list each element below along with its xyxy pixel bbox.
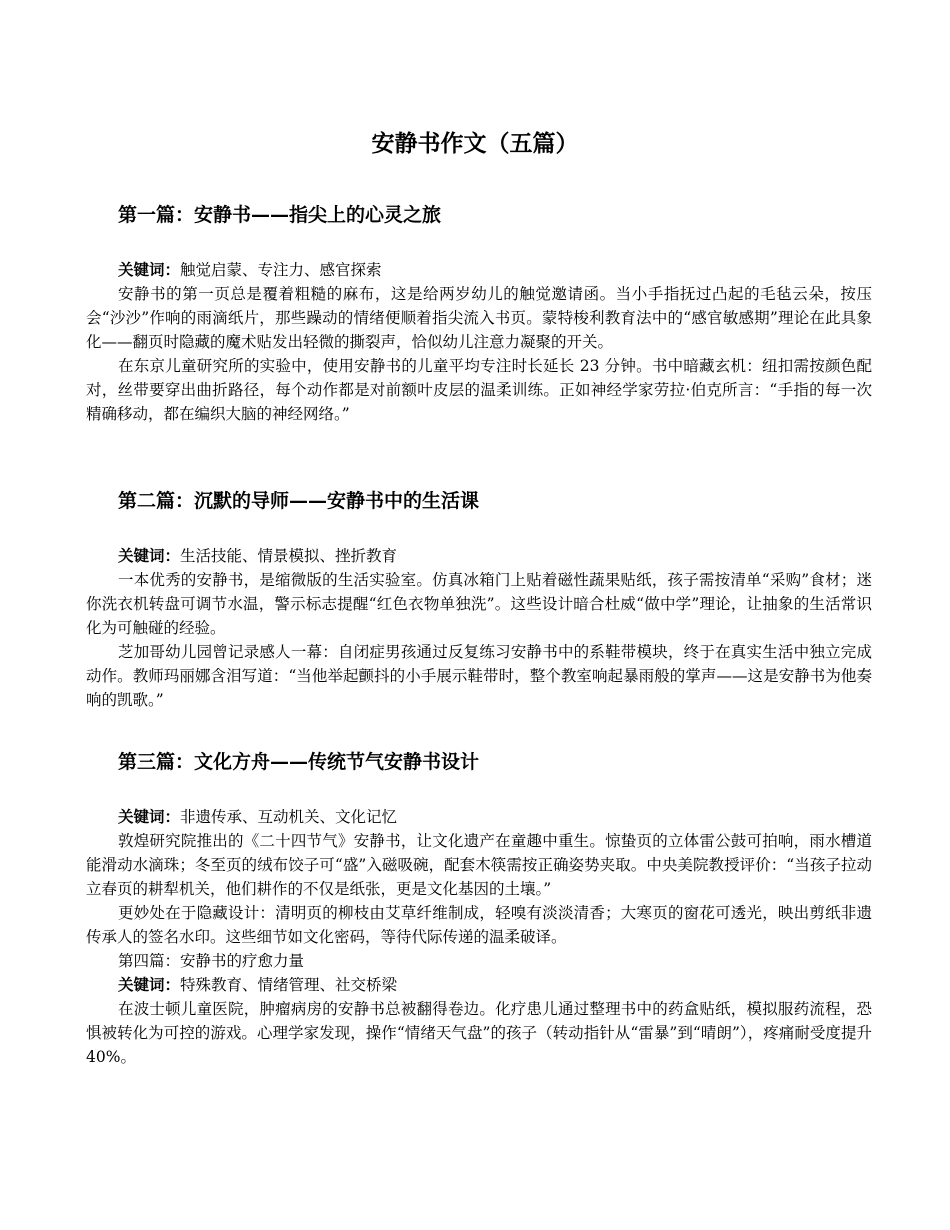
paragraph: 在波士顿儿童医院，肿瘤病房的安静书总被翻得卷边。化疗患儿通过整理书中的药盒贴纸，模拟服药流程，恐惧被转化为可控的游戏。心理学家发现，操作“情绪天气盘”的孩子（转动指针从“雷暴”到“晴朗”），疼痛耐受度提升 40%。	[86, 1000, 872, 1066]
section-heading: 第三篇：文化方舟——传统节气安静书设计	[118, 751, 480, 773]
document-title: 安静书作文（五篇）	[371, 130, 579, 157]
keywords-line	[86, 805, 872, 829]
section-2	[86, 486, 872, 712]
keywords-line	[86, 258, 872, 282]
keywords-label: 关键词：	[118, 807, 181, 826]
keywords-label: 关键词：	[118, 546, 181, 565]
section-heading: 第二篇：沉默的导师——安静书中的生活课	[118, 490, 480, 512]
keywords-label: 关键词：	[118, 975, 181, 994]
paragraph: 一本优秀的安静书，是缩微版的生活实验室。仿真冰箱门上贴着磁性蔬果贴纸，孩子需按清单“采购”食材；迷你洗衣机转盘可调节水温，警示标志提醒“红色衣物单独洗”。这些设计暗合杜威“做中学”理论，让抽象的生活常识化为可触碰的经验。	[86, 571, 872, 637]
section-1	[86, 200, 872, 426]
keywords-text: 触觉启蒙、专注力、感官探索	[180, 261, 382, 279]
keywords-text: 特殊教育、情绪管理、社交桥梁	[180, 976, 398, 994]
section-heading: 第一篇：安静书——指尖上的心灵之旅	[118, 204, 442, 226]
keywords-label: 关键词：	[118, 260, 181, 279]
keywords-line	[86, 544, 872, 568]
keywords-line	[86, 973, 872, 997]
section-heading-inline: 第四篇：安静书的疗愈力量	[118, 952, 305, 970]
paragraph: 更妙处在于隐藏设计：清明页的柳枝由艾草纤维制成，轻嗅有淡淡清香；大寒页的窗花可透光，映出剪纸非遗传承人的签名水印。这些细节如文化密码，等待代际传递的温柔破译。	[86, 904, 872, 946]
paragraph: 安静书的第一页总是覆着粗糙的麻布，这是给两岁幼儿的触觉邀请函。当小手指抚过凸起的毛毡云朵，按压会“沙沙”作响的雨滴纸片，那些躁动的情绪便顺着指尖流入书页。蒙特梭利教育法中的“感官敏感期”理论在此具象化——翻页时隐藏的魔术贴发出轻微的撕裂声，恰似幼儿注意力凝聚的开关。	[86, 285, 872, 351]
keywords-text: 非遗传承、互动机关、文化记忆	[180, 808, 398, 826]
paragraph: 敦煌研究院推出的《二十四节气》安静书，让文化遗产在童趣中重生。惊蛰页的立体雷公鼓可拍响，雨水槽道能滑动水滴珠；冬至页的绒布饺子可“盛”入磁吸碗，配套木筷需按正确姿势夹取。中央美院教授评价：“当孩子拉动立春页的耕犁机关，他们耕作的不仅是纸张，更是文化基因的土壤。”	[86, 832, 872, 898]
section-3	[86, 747, 872, 1069]
keywords-text: 生活技能、情景模拟、挫折教育	[180, 547, 398, 565]
paragraph: 在东京儿童研究所的实验中，使用安静书的儿童平均专注时长延长 23 分钟。书中暗藏玄机：纽扣需按颜色配对，丝带要穿出曲折路径，每个动作都是对前额叶皮层的温柔训练。正如神经学家劳拉·伯克所言：“手指的每一次精确移动，都在编织大脑的神经网络。”	[86, 357, 872, 423]
paragraph: 芝加哥幼儿园曾记录感人一幕：自闭症男孩通过反复练习安静书中的系鞋带模块，终于在真实生活中独立完成动作。教师玛丽娜含泪写道：“当他举起颤抖的小手展示鞋带时，整个教室响起暴雨般的掌声——这是安静书为他奏响的凯歌。”	[86, 643, 872, 709]
